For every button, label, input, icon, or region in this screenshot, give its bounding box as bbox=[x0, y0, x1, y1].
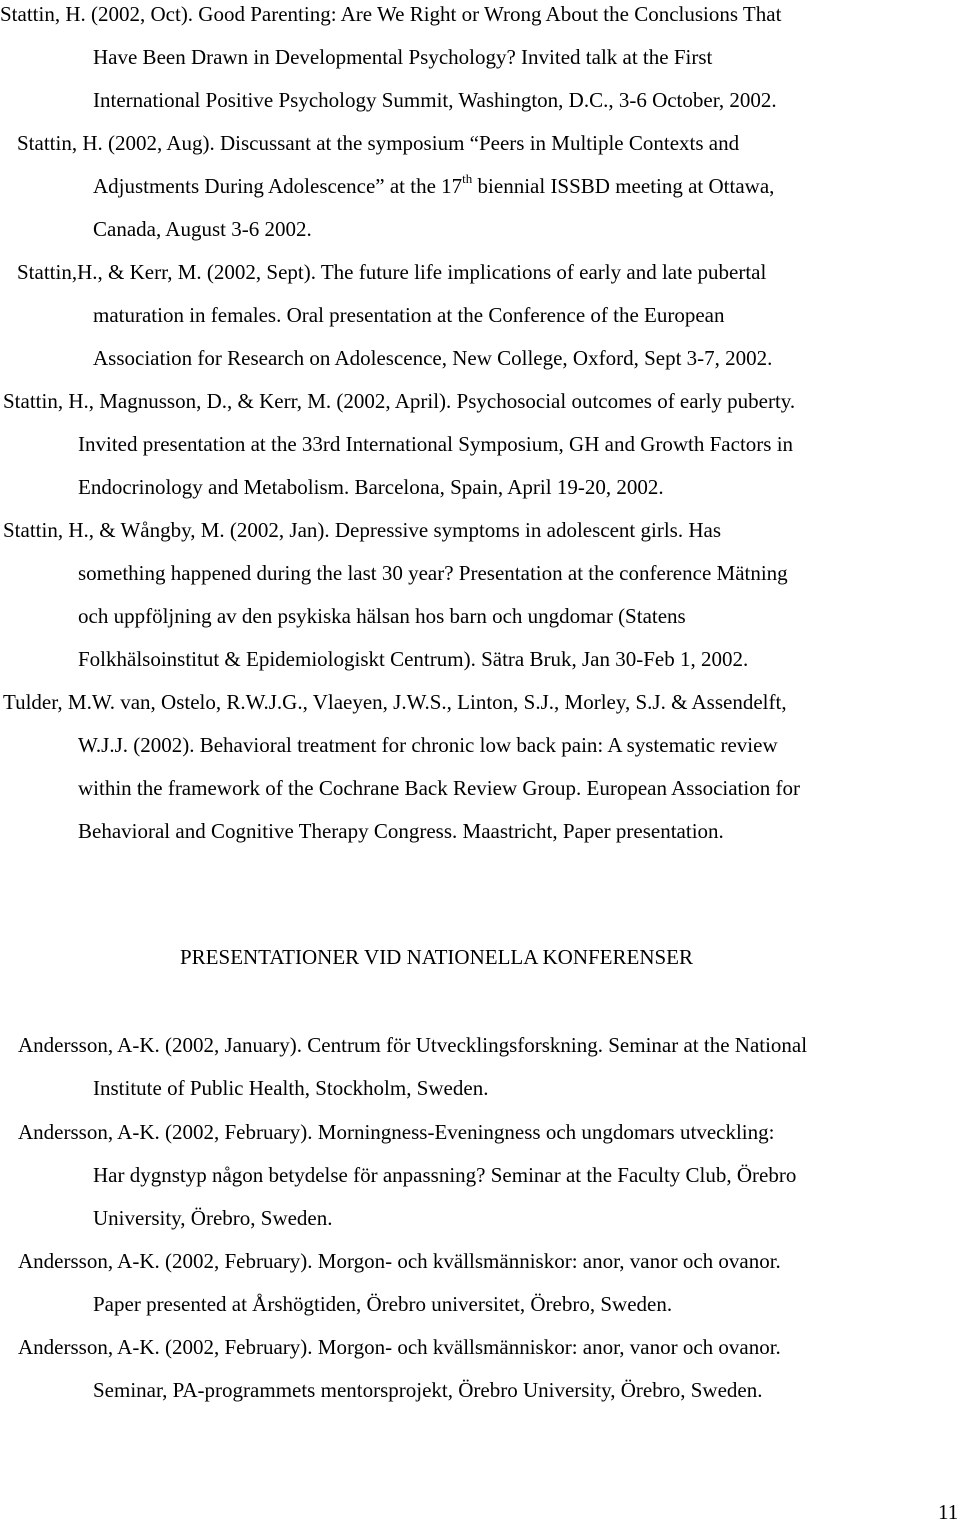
reference-line: Endocrinology and Metabolism. Barcelona, Spain, April 19-20, 2002. bbox=[78, 475, 664, 499]
reference-line: Stattin,H., & Kerr, M. (2002, Sept). The future life implications of early and late pubertal bbox=[17, 260, 767, 284]
reference-line bbox=[93, 171, 775, 198]
reference-line: Andersson, A-K. (2002, February). Morningness-Eveningness och ungdomars utveckling: bbox=[18, 1120, 775, 1144]
reference-line: Andersson, A-K. (2002, February). Morgon- och kvällsmänniskor: anor, vanor och ovanor. bbox=[18, 1249, 781, 1273]
reference-line: och uppföljning av den psykiska hälsan hos barn och ungdomar (Statens bbox=[78, 604, 686, 628]
reference-line: Association for Research on Adolescence, New College, Oxford, Sept 3-7, 2002. bbox=[93, 346, 773, 370]
reference-line: Behavioral and Cognitive Therapy Congress. Maastricht, Paper presentation. bbox=[78, 819, 724, 843]
reference-text: Adjustments During Adolescence” at the 17 bbox=[93, 174, 463, 198]
reference-line: International Positive Psychology Summit, Washington, D.C., 3-6 October, 2002. bbox=[93, 88, 777, 112]
reference-line: Tulder, M.W. van, Ostelo, R.W.J.G., Vlaeyen, J.W.S., Linton, S.J., Morley, S.J. & Assendelft, bbox=[3, 690, 787, 714]
reference-line: Folkhälsoinstitut & Epidemiologiskt Centrum). Sätra Bruk, Jan 30-Feb 1, 2002. bbox=[78, 647, 749, 671]
reference-line: within the framework of the Cochrane Back Review Group. European Association for bbox=[78, 776, 800, 800]
reference-line: Paper presented at Årshögtiden, Örebro universitet, Örebro, Sweden. bbox=[93, 1292, 673, 1316]
reference-line: W.J.J. (2002). Behavioral treatment for chronic low back pain: A systematic review bbox=[78, 733, 778, 757]
reference-line: maturation in females. Oral presentation at the Conference of the European bbox=[93, 303, 725, 327]
page-number: 11 bbox=[938, 1500, 959, 1524]
reference-line: Have Been Drawn in Developmental Psychology? Invited talk at the First bbox=[93, 45, 713, 69]
reference-line: Stattin, H. (2002, Aug). Discussant at the symposium “Peers in Multiple Contexts and bbox=[17, 131, 740, 155]
reference-line: University, Örebro, Sweden. bbox=[93, 1206, 333, 1230]
reference-line: Canada, August 3-6 2002. bbox=[93, 217, 312, 241]
reference-line: Stattin, H. (2002, Oct). Good Parenting: Are We Right or Wrong About the Conclusions That bbox=[0, 2, 782, 26]
reference-line: Andersson, A-K. (2002, February). Morgon- och kvällsmänniskor: anor, vanor och ovanor. bbox=[18, 1335, 781, 1359]
reference-line: Har dygnstyp någon betydelse för anpassning? Seminar at the Faculty Club, Örebro bbox=[93, 1163, 797, 1187]
reference-line: Andersson, A-K. (2002, January). Centrum för Utvecklingsforskning. Seminar at the National bbox=[18, 1033, 808, 1057]
reference-text: biennial ISSBD meeting at Ottawa, bbox=[472, 174, 775, 198]
reference-line: Stattin, H., & Wångby, M. (2002, Jan). Depressive symptoms in adolescent girls. Has bbox=[3, 518, 721, 542]
reference-line: something happened during the last 30 year? Presentation at the conference Mätning bbox=[78, 561, 788, 585]
reference-line: Stattin, H., Magnusson, D., & Kerr, M. (2002, April). Psychosocial outcomes of early puberty. bbox=[3, 389, 796, 413]
reference-line: Institute of Public Health, Stockholm, Sweden. bbox=[93, 1076, 489, 1100]
section-heading: PRESENTATIONER VID NATIONELLA KONFERENSER bbox=[180, 945, 694, 969]
reference-line: Seminar, PA-programmets mentorsprojekt, Örebro University, Örebro, Sweden. bbox=[93, 1378, 763, 1402]
reference-line: Invited presentation at the 33rd International Symposium, GH and Growth Factors in bbox=[78, 432, 794, 456]
ordinal-superscript: th bbox=[462, 171, 473, 186]
